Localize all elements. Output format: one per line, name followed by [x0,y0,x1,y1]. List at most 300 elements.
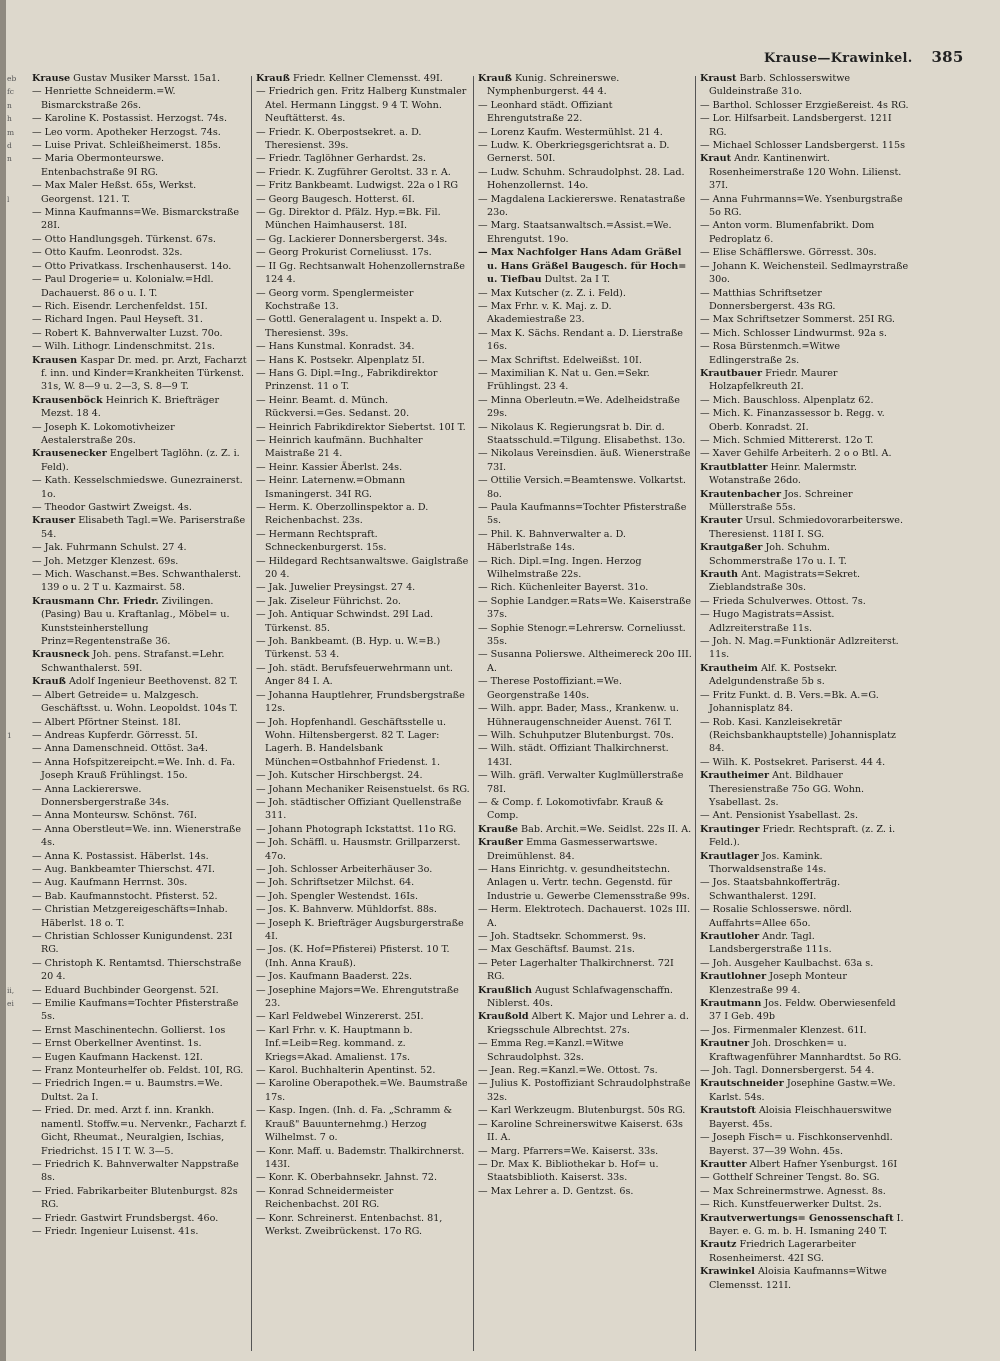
entry-surname: Krautstoft [700,1105,756,1117]
entry-text: — Joh. städt. Berufsfeuerwehrmann unt. Anger 84 I. A. [256,662,453,688]
directory-entry [700,823,910,850]
entry-text: — Joh. Tagl. Donnersbergerst. 54 4. [700,1065,875,1077]
entry-surname: Krausmann Chr. Friedr. [32,595,159,607]
entry-text: Andr. Tagl. Landsbergerstraße 111s. [709,931,832,956]
directory-entry [700,488,910,515]
entry-text: — Jean. Reg.=Kanzl.=We. Ottost. 7s. [478,1065,658,1077]
column-2 [256,72,470,1352]
entry-text: — Max Geschäftsf. Baumst. 21s. [478,944,635,956]
entry-surname: Krautter [700,1158,747,1170]
directory-entry [32,179,248,206]
entry-text: — Fried. Fabrikarbeiter Blutenburgst. 82s RG. [32,1185,238,1211]
column-rule [251,76,252,1351]
entry-surname: Krautloher [700,931,760,942]
entry-text: — Max Frhr. v. K. Maj. z. D. Akademiestraße 23. [478,300,612,326]
entry-text: — Friedrich gen. Fritz Halberg Kunstmaler Atel. Hermann Linggst. 9 4 T. Wohn. Neuftätterst. 4s. [256,86,467,125]
directory-entry [256,1171,470,1184]
entry-text: — Fritz Bankbeamt. Ludwigst. 22a o l RG [256,180,459,192]
entry-text: — Joh. Kutscher Hirschbergst. 24. [256,770,423,782]
margin-fragment [7,367,29,380]
directory-entry [478,287,692,300]
directory-entry [478,139,692,166]
entry-text: — Joh. Metzger Klenzest. 69s. [32,555,179,567]
directory-entry [478,367,692,394]
entry-text: — Lorenz Kaufm. Westermühlst. 21 4. [478,126,663,138]
directory-entry [478,1104,692,1117]
directory-entry [32,421,248,448]
entry-text: — Luise Privat. Schleißheimerst. 185s. [32,140,221,152]
margin-fragment [7,434,29,447]
entry-text: — Jak. Juwelier Preysingst. 27 4. [256,582,416,594]
entry-text: — Karoline Schreinerswitwe Kaiserst. 63s II. A. [478,1118,683,1144]
margin-fragment [7,1145,29,1158]
directory-entry [700,260,910,287]
directory-entry [32,984,248,997]
entry-text: — Friedr. Gastwirt Frundsbergst. 46o. [32,1212,219,1224]
entry-text: Friedr. Kellner Clemensst. 49I. [292,73,443,84]
directory-entry [700,1185,910,1198]
entry-text: — Max K. Sächs. Rendant a. D. Lierstraße 16s. [478,327,683,353]
entry-text: — Kath. Kesselschmiedswe. Gunezrainerst. 1o. [32,475,243,500]
margin-fragment [7,608,29,621]
entry-text: — Lor. Hilfsarbeit. Landsbergerst. 121I RG. [700,113,892,138]
entry-surname: — Max Nachfolger Hans Adam Gräßel u. Hans Gräßel Baugesch. für Hoch= u. Tiefbau [478,247,687,286]
entry-surname: Krauter [700,515,743,527]
directory-entry [256,783,470,796]
directory-entry [478,474,692,501]
directory-entry [700,447,910,460]
entry-text: — Hans Kunstmal. Konradst. 34. [256,341,415,353]
entry-text: — Christian Schlosser Kunigundenst. 23I RG. [32,931,233,956]
entry-text: — Minna Oberleutn.=We. Adelheidstraße 29s. [478,394,680,420]
directory-entry [32,1104,248,1158]
entry-text: Adolf Ingenieur Beethovenst. 82 T. [68,676,238,688]
entry-text: — Leo vorm. Apotheker Herzogst. 74s. [32,126,221,138]
directory-entry [32,1185,248,1212]
margin-fragment: m [7,127,15,137]
column-1 [32,72,248,1352]
entry-text: — Heinrich kaufmänn. Buchhalter Maistraße 21 4. [256,434,423,460]
directory-entry [478,984,692,1011]
entry-text: — Joh. Ausgeher Kaulbachst. 63a s. [700,957,874,969]
entry-text: Joseph Monteur Klenzestraße 99 4. [709,971,847,996]
entry-text: — Christian Metzgereigeschäfts=Inhab. Häberlst. 18 o. T. [32,904,228,929]
directory-entry [478,421,692,448]
entry-text: — Georg Baugesch. Hotterst. 6I. [256,193,415,205]
entry-surname: Krautgaßer [700,542,763,554]
entry-text: — Konr. Schreinerst. Entenbachst. 81, Werkst. Zweibrückenst. 17o RG. [256,1212,443,1237]
directory-entry [478,447,692,474]
entry-text: Albert Hafner Ysenburgst. 16I [749,1158,898,1170]
directory-entry [32,1037,248,1050]
margin-fragment [7,1158,29,1171]
directory-entry [32,823,248,850]
entry-text: Friedr. Maurer Holzapfelkreuth 2I. [709,367,838,393]
directory-entry [700,72,910,99]
directory-entry [478,1145,692,1158]
entry-surname: Krauser [32,515,76,527]
entry-text: — Rich. Kunstfeuerwerker Dultst. 2s. [700,1199,882,1211]
margin-fragment [7,1077,29,1090]
entry-text: — Emilie Kaufmans=Tochter Pfisterstraße 5s. [32,998,239,1023]
margin-fragment [7,970,29,983]
entry-text: — Ant. Pensionist Ysabellast. 2s. [700,810,859,822]
entry-text: — Georg Prokurist Corneliusst. 17s. [256,247,432,259]
margin-fragment [7,394,29,407]
directory-entry [256,555,470,582]
entry-text: — Johann Photograph Ickstattst. 11o RG. [256,823,457,835]
margin-fragment [7,260,29,273]
directory-entry [478,581,692,594]
entry-text: Elisabeth Tagl.=We. Pariserstraße 54. [41,515,246,540]
margin-fragment [7,863,29,876]
entry-text: — Rosalie Schlosserswe. nördl. Auffahrts=Allee 65o. [700,904,852,929]
margin-fragment [7,809,29,822]
margin-fragment [7,1131,29,1144]
entry-text: — Wilh. appr. Bader, Mass., Krankenw. u. Hühneraugenschneider Auenst. 76I T. [478,703,679,728]
entry-text: — Maximilian K. Nat u. Gen.=Sekr. Frühlingst. 23 4. [478,367,650,393]
directory-entry [700,1064,910,1077]
directory-entry [700,1024,910,1037]
entry-text: Zivilingen. (Pasing) Bau u. Kraftanlag., Möbel= u. Kunststeinherstellung Prinz=Regentenstraße 36. [41,595,230,648]
entry-text: Friedrich Lagerarbeiter Rosenheimerst. 42I SG. [709,1239,856,1264]
entry-surname: Krautlohner [700,971,767,983]
directory-entry [700,313,910,326]
directory-entry [32,555,248,568]
directory-entry [32,152,248,179]
directory-entry [700,1104,910,1131]
directory-entry [478,622,692,649]
directory-entry [256,581,470,594]
entry-text: — Max Schreinermstrwe. Agnesst. 8s. [700,1185,886,1197]
directory-entry [478,796,692,823]
margin-fragment [7,354,29,367]
directory-entry [478,943,692,956]
entry-text: — Heinr. Laternenw.=Obmann Ismaningerst. 34I RG. [256,475,406,500]
entry-text: — Anna Lackiererswe. Donnersbergerstraße 34s. [32,783,170,808]
margin-fragment [7,287,29,300]
directory-entry [256,126,470,153]
entry-text: — Paula Kaufmanns=Tochter Pfisterstraße 5s. [478,502,687,527]
directory-entry [700,1077,910,1104]
entry-surname: Krautenbacher [700,488,781,500]
entry-surname: Kraußlich [478,984,532,996]
entry-text: Kunig. Schreinerswe. Nymphenburgerst. 44 4. [487,73,620,98]
entry-text: — Dr. Max K. Bibliothekar b. Hof= u. Staatsbiblioth. Kaiserst. 33s. [478,1158,659,1184]
entry-surname: Krautinger [700,823,760,835]
margin-fragment [7,1118,29,1131]
entry-text: — Joh. Stadtsekr. Schommerst. 9s. [478,931,647,942]
entry-text: — Joseph K. Lokomotivheizer Aestalerstraße 20s. [32,421,175,446]
directory-entry [32,541,248,554]
entry-text: — Max Maler Heßst. 65s, Werkst. Georgenst. 121. T. [32,180,197,205]
entry-surname: Kraußold [478,1011,529,1023]
margin-fragment [7,219,29,232]
entry-text: — II Gg. Rechtsanwalt Hohenzollernstraße 124 4. [256,260,465,286]
entry-text: — Marg. Staatsanwaltsch.=Assist.=We. Ehrengutst. 19o. [478,220,672,245]
entry-surname: Kraußer [478,837,524,849]
entry-text: — Matthias Schriftsetzer Donnersbergerst. 43s RG. [700,287,836,312]
margin-fragment [7,1171,29,1184]
entry-text: Josephine Gastw.=We. Karlst. 54s. [709,1078,896,1103]
margin-fragment [7,206,29,219]
entry-text: — Ernst Maschinentechn. Gollierst. 1os [32,1024,226,1036]
directory-entry [700,689,910,716]
entry-text: I. Bayer. e. G. m. b. H. Ismaning 240 T. [709,1212,904,1237]
directory-entry [256,917,470,944]
directory-entry [32,206,248,233]
entry-text: — Joh. N. Mag.=Funktionär Adlzreiterst. 11s. [700,636,899,661]
directory-entry [700,327,910,340]
directory-entry [700,595,910,608]
entry-text: — Jos. Kaufmann Baaderst. 22s. [256,971,413,983]
entry-text: — Frieda Schulverwes. Ottost. 7s. [700,595,866,607]
directory-entry [700,434,910,447]
margin-fragment: ei [7,999,14,1009]
margin-fragment [7,1051,29,1064]
entry-text: — Wilh. gräfl. Verwalter Kuglmüllerstraße 78I. [478,770,684,795]
margin-fragment [7,528,29,541]
margin-fragment [7,742,29,755]
directory-entry [478,1037,692,1064]
entry-text: — Richard Ingen. Paul Heyseft. 31. [32,314,203,326]
directory-entry [256,474,470,501]
margin-fragment [7,421,29,434]
margin-fragment [7,675,29,688]
directory-entry [32,1158,248,1185]
margin-fragment [7,1198,29,1211]
entry-text: — Albert Pförtner Steinst. 18I. [32,716,181,728]
entry-text: — Kasp. Ingen. (Inh. d. Fa. „Schramm & Krauß" Bauunternehmg.) Herzog Wilhelmst. 7 o. [256,1105,452,1144]
directory-entry [256,72,470,85]
directory-entry [700,1212,910,1239]
directory-entry [32,1225,248,1238]
directory-entry [256,1145,470,1172]
entry-text: — Heinr. Kassier Äberlst. 24s. [256,461,403,473]
margin-fragment [7,327,29,340]
directory-entry [700,193,910,220]
entry-text: — Wilh. Lithogr. Lindenschmitst. 21s. [32,341,215,353]
directory-entry [700,1131,910,1158]
entry-text: — Max Schriftst. Edelweißst. 10I. [478,354,642,366]
margin-fragment [7,756,29,769]
directory-entry [478,863,692,903]
directory-entry [256,876,470,889]
directory-entry [256,1010,470,1023]
directory-entry [32,568,248,595]
directory-entry [478,836,692,863]
margin-fragment [7,689,29,702]
margin-fragment [7,648,29,661]
entry-text: — Rich. Küchenleiter Bayerst. 31o. [478,582,649,594]
margin-fragment [7,622,29,635]
directory-entry [32,716,248,729]
entry-text: — Joh. städtischer Offiziant Quellenstraße 311. [256,796,462,822]
margin-fragment: l [7,194,10,204]
directory-entry [32,514,248,541]
directory-entry [478,555,692,582]
directory-entry [478,394,692,421]
column-4 [700,72,910,1352]
directory-entry [700,1158,910,1171]
entry-text: — Jak. Fuhrmann Schulst. 27 4. [32,542,187,554]
entry-text: — Konrad Schneidermeister Reichenbachst. 20I RG. [256,1185,394,1211]
entry-surname: Krautbauer [700,367,763,379]
directory-entry [478,193,692,220]
entry-text: — Hans K. Postsekr. Alpenplatz 5I. [256,354,425,366]
directory-entry [478,769,692,796]
entry-surname: Krautner [700,1038,750,1050]
entry-text: — Jos. Staatsbahnkofferträg. Schwanthalerst. 129I. [700,877,841,902]
entry-text: — Johann Mechaniker Reisenstuelst. 6s RG. [256,783,470,795]
entry-text: Jos. Kamink. Thorwaldsenstraße 14s. [709,850,827,875]
margin-fragment [7,783,29,796]
entry-text: — Anton vorm. Blumenfabrikt. Dom Pedroplatz 6. [700,220,875,245]
entry-text: — Max Kutscher (z. Z. i. Feld). [478,287,626,299]
directory-entry [32,72,248,85]
entry-text: — Herm. K. Oberzollinspektor a. D. Reichenbachst. 23s. [256,502,429,527]
directory-entry [32,729,248,742]
margin-fragment [7,380,29,393]
entry-text: — Friedr. K. Oberpostsekret. a. D. Theresienst. 39s. [256,126,422,152]
directory-entry [32,957,248,984]
margin-fragment: n [7,154,12,164]
entry-text: — Aug. Kaufmann Herrnst. 30s. [32,877,188,889]
directory-entry [256,421,470,434]
entry-surname: Kraust [700,73,737,84]
entry-text: — Joseph Fisch= u. Fischkonservenhdl. Bayerst. 37—39 Wohn. 45s. [700,1132,893,1157]
directory-entry [700,541,910,568]
directory-entry [478,501,692,528]
page-header [764,48,964,66]
directory-entry [478,99,692,126]
directory-entry [478,246,692,286]
directory-entry [478,648,692,675]
column-3 [478,72,692,1352]
margin-fragment [7,514,29,527]
entry-text: — Ernst Oberkellner Aventinst. 1s. [32,1038,202,1050]
directory-entry [700,514,910,541]
entry-text: Aloisia Fleischhauerswitwe Bayerst. 45s. [709,1105,892,1130]
entry-text: — Mich. Waschanst.=Bes. Schwanthalerst. 139 o u. 2 T u. Kazmairst. 58. [32,569,242,594]
entry-text: — Mich. Bauschloss. Alpenplatz 62. [700,394,874,406]
entry-surname: Krautschneider [700,1078,784,1090]
directory-entry [700,970,910,997]
margin-fragment [7,1064,29,1077]
directory-entry [32,233,248,246]
entry-text: — & Comp. f. Lokomotivfabr. Krauß & Comp. [478,796,664,822]
directory-entry [700,662,910,689]
entry-text: — Friedr. Taglöhner Gerhardst. 2s. [256,153,426,165]
directory-entry [32,246,248,259]
directory-entry [32,112,248,125]
margin-fragment [7,1010,29,1023]
entry-surname: Krauß [32,676,66,688]
entry-text: — Rob. Kasi. Kanzleisekretär (Reichsbankhauptstelle) Johannisplatz 84. [700,716,896,755]
margin-fragment: ii, [7,985,15,995]
directory-entry [256,863,470,876]
directory-entry [32,903,248,930]
running-title: Krause—Krawinkel. [764,51,913,66]
directory-entry [478,1064,692,1077]
entry-text: — Joh. Spengler Westendst. 16Is. [256,890,419,902]
entry-text: — Johann K. Weichensteil. Sedlmayrstraße 30o. [700,260,909,286]
cropped-left-margin [7,72,29,1352]
directory-entry [32,930,248,957]
entry-text: — Fried. Dr. med. Arzt f. inn. Krankh. namentl. Stoffw.=u. Nervenkr., Facharzt f. Gicht, Rheumat., Neuralgien, Ischias, Friedrichst. 15 I T. W. 3—5. [32,1105,247,1157]
entry-text: — Otto Privatkass. Irschenhauserst. 14o. [32,260,232,272]
directory-entry [478,126,692,139]
entry-surname: Krauß [478,73,512,84]
entry-text: — Maria Obermonteurswe. Entenbachstraße 9I RG. [32,153,165,178]
entry-text: Aloisia Kaufmanns=Witwe Clemensst. 121I. [709,1266,887,1291]
directory-entry [32,300,248,313]
directory-entry [478,675,692,702]
directory-entry [478,1118,692,1145]
directory-entry [700,809,910,822]
directory-entry [256,796,470,823]
entry-text: — Anna K. Postassist. Häberlst. 14s. [32,850,209,862]
entry-text: — Hermann Rechtspraft. Schneckenburgerst. 15s. [256,528,387,554]
directory-entry [32,675,248,688]
directory-entry [700,139,910,152]
directory-entry [256,943,470,970]
margin-fragment [7,488,29,501]
directory-entry [700,1238,910,1265]
directory-entry [700,112,910,139]
directory-entry [478,930,692,943]
directory-entry [256,1024,470,1064]
entry-text: — Friedr. Ingenieur Luisenst. 41s. [32,1225,199,1237]
entry-text: — Franz Monteurhelfer ob. Feldst. 10I, RG. [32,1065,244,1077]
directory-entry [700,1198,910,1211]
entry-text: Andr. Kantinenwirt. Rosenheimerstraße 120 Wohn. Lilienst. 37I. [709,153,902,192]
entry-text: — Karl Werkzeugm. Blutenburgst. 50s RG. [478,1105,686,1117]
directory-entry [256,890,470,903]
directory-entry [478,300,692,327]
entry-surname: Krauß [256,73,290,84]
directory-entry [256,233,470,246]
entry-surname: Krauße [478,823,518,835]
entry-surname: Krause [32,73,71,84]
entry-text: — Gg. Direktor d. Pfälz. Hyp.=Bk. Fil. München Haimhauserst. 18I. [256,207,441,232]
entry-surname: Krautverwertungs= Genossenschaft [700,1212,894,1224]
margin-fragment [7,568,29,581]
entry-text: — Emma Reg.=Kanzl.=Witwe Schraudolphst. 32s. [478,1038,624,1063]
entry-text: — Joh. Schlosser Arbeiterhäuser 3o. [256,863,433,875]
entry-text: — Fritz Funkt. d. B. Vers.=Bk. A.=G. Johannisplatz 84. [700,689,879,715]
entry-text: — Eugen Kaufmann Hackenst. 12I. [32,1051,203,1063]
entry-text: — Joh. Schriftsetzer Milchst. 64. [256,877,415,889]
margin-fragment [7,555,29,568]
entry-text: — Ludw. Schuhm. Schraudolphst. 28. Lad. Hohenzollernst. 14o. [478,166,685,192]
entry-text: — Elise Schäfflerswe. Görresst. 30s. [700,247,877,259]
entry-surname: Krautmann [700,998,762,1010]
directory-entry [256,1077,470,1104]
directory-entry [700,367,910,394]
margin-fragment [7,662,29,675]
entry-surname: Krautlager [700,850,759,862]
entry-text: — Rich. Eisendr. Lerchenfeldst. 15I. [32,300,208,312]
entry-text: — Barthol. Schlosser Erzgießereist. 4s RG. [700,99,909,111]
margin-fragment [7,917,29,930]
directory-entry [256,662,470,689]
directory-entry [700,716,910,756]
directory-entry [256,166,470,179]
margin-fragment [7,876,29,889]
margin-fragment [7,474,29,487]
directory-entry [700,769,910,809]
